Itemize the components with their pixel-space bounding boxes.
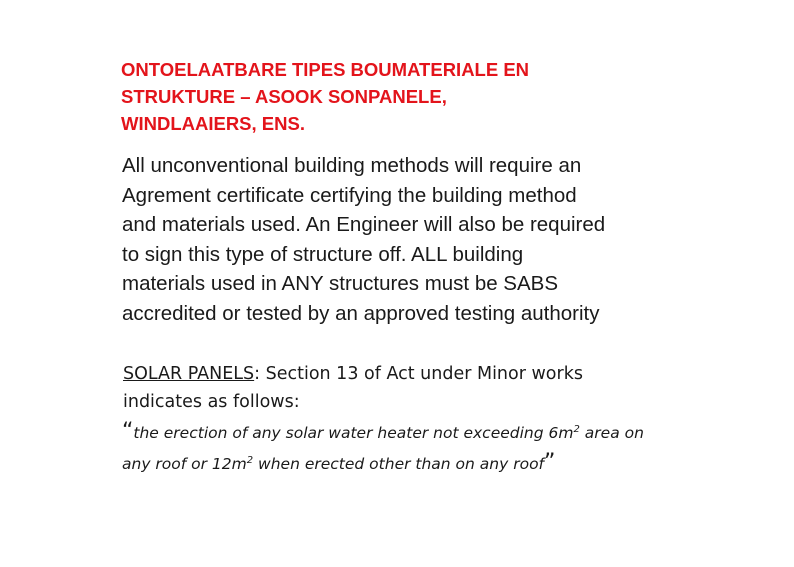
quote-line-1 bbox=[122, 418, 742, 449]
solar-panels-label: SOLAR PANELS bbox=[123, 364, 255, 384]
close-quote-mark: ” bbox=[544, 450, 556, 475]
body-line: Agrement certificate certifying the building method bbox=[122, 183, 577, 207]
quote-line-2 bbox=[122, 449, 742, 480]
quote-exponent: 2 bbox=[246, 455, 254, 466]
quote-line-2-end: when erected other than on any roof bbox=[253, 455, 545, 473]
solar-line-1 bbox=[123, 360, 723, 388]
body-line: to sign this type of structure off. ALL building bbox=[122, 242, 524, 266]
act-quote bbox=[122, 418, 742, 480]
solar-line-2: indicates as follows: bbox=[123, 392, 300, 412]
body-line: and materials used. An Engineer will also be required bbox=[122, 213, 606, 237]
heading-line: STRUKTURE – ASOOK SONPANELE, bbox=[121, 86, 447, 107]
quote-exponent: 2 bbox=[573, 424, 580, 435]
solar-line-1-text: : Section 13 of Act under Minor works bbox=[254, 364, 583, 384]
body-line: All unconventional building methods will require an bbox=[122, 154, 582, 177]
quote-line-1-text: the erection of any solar water heater not exceeding 6m bbox=[133, 424, 574, 442]
heading-line: WINDLAAIERS, ENS. bbox=[121, 113, 305, 134]
slide-heading bbox=[121, 56, 681, 137]
heading-line: ONTOELAATBARE TIPES BOUMATERIALE EN bbox=[121, 59, 530, 80]
solar-panels-section bbox=[123, 360, 723, 416]
quote-line-2-text: any roof or 12m bbox=[122, 455, 247, 473]
quote-line-1-end: area on bbox=[579, 424, 644, 442]
open-quote-mark: “ bbox=[122, 419, 134, 444]
body-line: materials used in ANY structures must be SABS bbox=[122, 272, 559, 296]
body-line: accredited or tested by an approved testing authority bbox=[122, 301, 600, 325]
body-paragraph bbox=[122, 151, 722, 329]
